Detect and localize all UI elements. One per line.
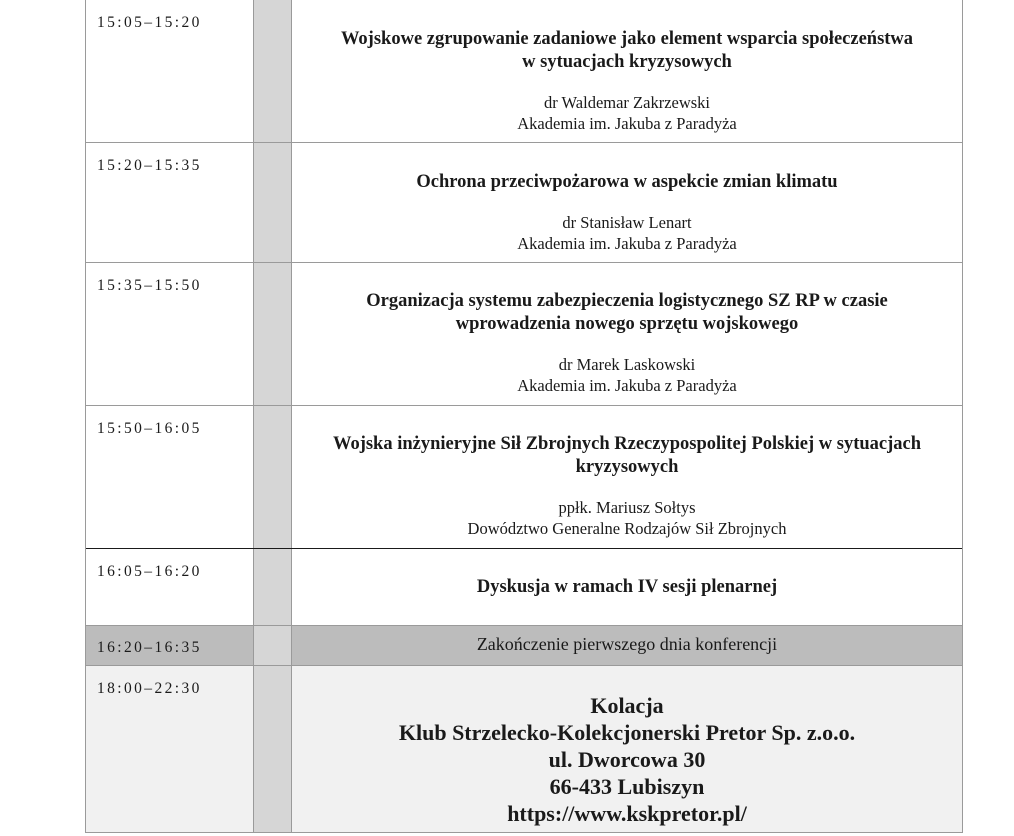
conference-schedule-table [85,0,963,833]
talk-title-line: Ochrona przeciwpożarowa w aspekcie zmian klimatu [416,172,838,192]
discussion-title: Dyskusja w ramach IV sesji plenarnej [476,577,778,597]
gap-column [254,666,292,832]
time-cell [86,0,254,142]
talk-title [304,0,950,74]
gap-column [254,549,292,625]
speaker-affiliation: Akademia im. Jakuba z Paradyża [517,114,737,133]
dinner-street: ul. Dworcowa 30 [548,747,706,772]
talk-speaker-block [304,479,950,539]
time-cell [86,666,254,832]
time-cell [86,626,254,665]
closing-text: Zakończenie pierwszego dnia konferencji [476,634,778,654]
time-slot: 15:20–15:35 [97,157,202,174]
speaker-name: ppłk. Mariusz Sołtys [558,498,696,517]
dinner-website-link[interactable]: https://www.kskpretor.pl/ [507,801,747,826]
talk-speaker-block [304,194,950,254]
talk-cell [292,143,962,262]
schedule-row-closing [86,626,962,666]
gap-column [254,0,292,142]
talk-title-line: Wojska inżynieryjne Sił Zbrojnych Rzeczypospolitej Polskiej w sytuacjach [332,434,922,454]
talk-speaker-block [304,74,950,134]
talk-speaker-block [304,336,950,396]
time-slot: 15:50–16:05 [97,420,202,437]
time-slot: 15:05–15:20 [97,14,202,31]
discussion-cell [292,549,962,625]
time-cell [86,143,254,262]
speaker-affiliation: Dowództwo Generalne Rodzajów Sił Zbrojnych [467,519,787,538]
dinner-city: 66-433 Lubiszyn [549,774,705,799]
speaker-affiliation: Akademia im. Jakuba z Paradyża [517,376,737,395]
talk-cell [292,263,962,405]
gap-column [254,406,292,548]
schedule-row-dinner [86,666,962,832]
schedule-row-session-3 [86,263,962,406]
schedule-row-session-4 [86,406,962,549]
time-cell [86,263,254,405]
talk-title-line: w sytuacjach kryzysowych [522,52,732,72]
dinner-venue: Klub Strzelecko-Kolekcjonerski Pretor Sp. z.o.o. [398,720,856,745]
schedule-row-discussion [86,549,962,626]
gap-column [254,626,292,665]
dinner-cell [292,666,962,832]
time-slot: 16:05–16:20 [97,563,202,580]
closing-cell [292,626,962,665]
talk-title-line: Organizacja systemu zabezpieczenia logistycznego SZ RP w czasie [366,291,888,311]
dinner-title: Kolacja [590,693,664,718]
talk-title [304,143,950,194]
talk-title-line: kryzysowych [575,457,679,477]
time-slot: 16:20–16:35 [97,639,202,656]
talk-title-line: wprowadzenia nowego sprzętu wojskowego [455,314,799,334]
speaker-name: dr Waldemar Zakrzewski [543,93,711,112]
gap-column [254,143,292,262]
talk-title [304,406,950,479]
time-slot: 18:00–22:30 [97,680,202,697]
talk-title [304,263,950,336]
talk-cell [292,0,962,142]
time-cell [86,549,254,625]
speaker-affiliation: Akademia im. Jakuba z Paradyża [517,234,737,253]
schedule-row-session-1 [86,0,962,143]
speaker-name: dr Stanisław Lenart [562,213,692,232]
schedule-row-session-2 [86,143,962,263]
speaker-name: dr Marek Laskowski [558,355,696,374]
talk-cell [292,406,962,548]
time-cell [86,406,254,548]
talk-title-line: Wojskowe zgrupowanie zadaniowe jako element wsparcia społeczeństwa [340,29,914,49]
gap-column [254,263,292,405]
time-slot: 15:35–15:50 [97,277,202,294]
